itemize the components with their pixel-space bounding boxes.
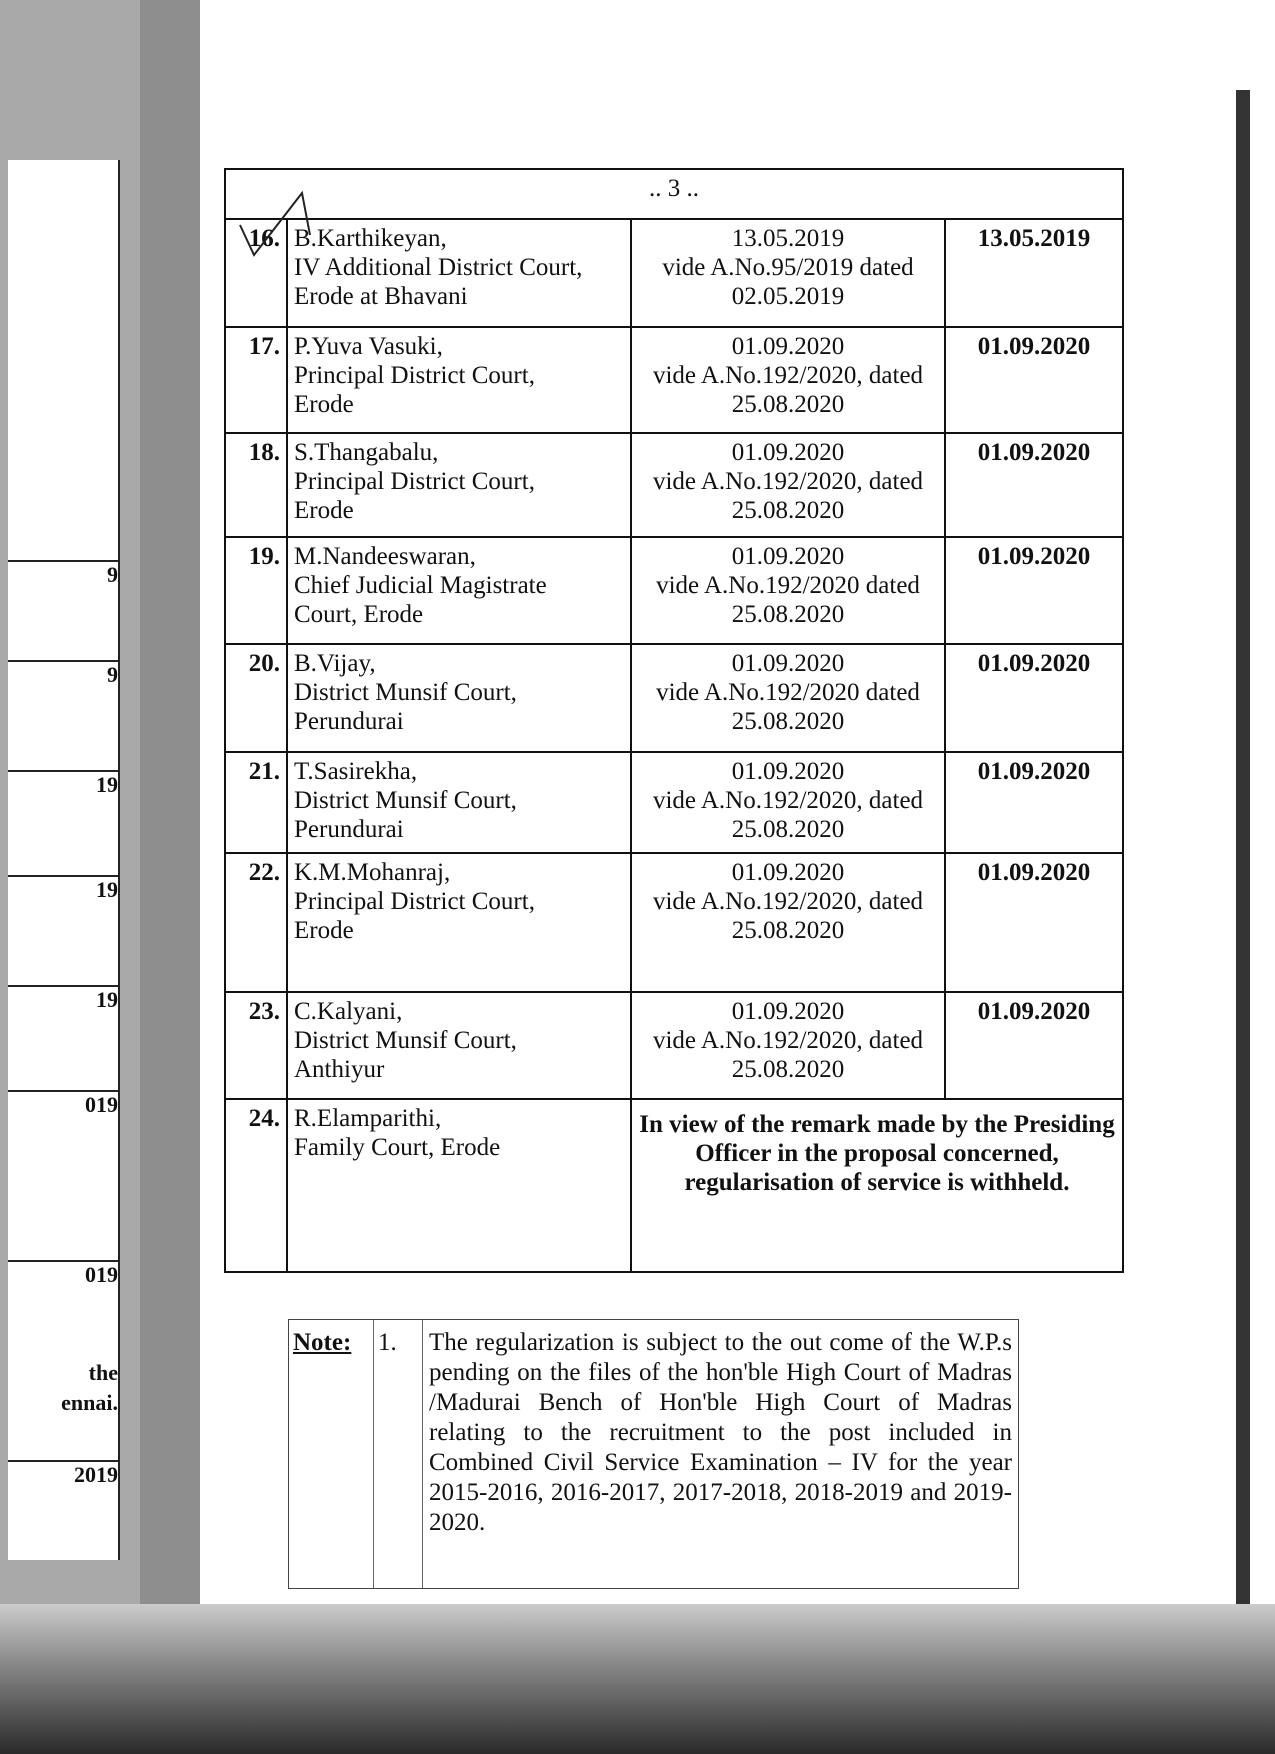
scan-edge-right xyxy=(1236,90,1250,1650)
effective-date: 01.09.2020 xyxy=(945,853,1123,992)
order-cell xyxy=(631,219,945,327)
order-reference: vide A.No.95/2019 dated xyxy=(662,254,914,281)
employee-name: C.Kalyani, xyxy=(294,998,403,1025)
serial-number: 21. xyxy=(225,752,287,853)
from-date: 01.09.2020 xyxy=(731,439,845,466)
order-date: 02.05.2019 xyxy=(731,283,845,310)
serial-number: 16. xyxy=(225,219,287,327)
court-place: Court, Erode xyxy=(294,601,424,628)
effective-date: 01.09.2020 xyxy=(945,644,1123,752)
court-place: Erode xyxy=(294,391,354,418)
checkmark-icon xyxy=(232,185,322,265)
note-text: The regularization is subject to the out come of the W.P.s pending on the files of the hon'ble High Court of Madras /Madurai Bench of Hon'ble High Court of Madras relating to the recruitment to the post included in Combined Civil Service Examination – IV for the year 2015-2016, 2016-2017, 2017-2018, 2018-2019 and 2019-2020. xyxy=(429,1329,1012,1536)
order-date: 25.08.2020 xyxy=(731,816,845,843)
effective-date: 01.09.2020 xyxy=(945,327,1123,433)
serial-number: 20. xyxy=(225,644,287,752)
serial-number: 23. xyxy=(225,992,287,1099)
fragment: 9 xyxy=(8,660,118,688)
court-name: Chief Judicial Magistrate xyxy=(294,572,547,599)
employee-name: R.Elamparithi, xyxy=(294,1105,442,1132)
employee-cell xyxy=(287,853,631,992)
employee-cell xyxy=(287,992,631,1099)
from-date: 01.09.2020 xyxy=(731,859,845,886)
employee-name: M.Nandeeswaran, xyxy=(294,543,476,570)
from-date: 01.09.2020 xyxy=(731,758,845,785)
order-cell xyxy=(631,853,945,992)
order-reference: vide A.No.192/2020, dated xyxy=(652,787,924,814)
fragment: 9 xyxy=(8,560,118,588)
employee-name: T.Sasirekha, xyxy=(294,758,418,785)
table-row xyxy=(225,644,1123,752)
note-box xyxy=(288,1319,1019,1589)
serial-number: 24. xyxy=(225,1099,287,1272)
order-cell xyxy=(631,433,945,537)
order-reference: vide A.No.192/2020, dated xyxy=(652,468,924,495)
order-cell xyxy=(631,327,945,433)
previous-page-fragment xyxy=(8,160,120,1560)
employee-cell xyxy=(287,537,631,644)
from-date: 01.09.2020 xyxy=(731,333,845,360)
note-label: Note: xyxy=(289,1320,374,1588)
table-row xyxy=(225,433,1123,537)
serial-number: 18. xyxy=(225,433,287,537)
order-date: 25.08.2020 xyxy=(731,708,845,735)
table-row xyxy=(225,537,1123,644)
table-row xyxy=(225,752,1123,853)
employee-name: P.Yuva Vasuki, xyxy=(294,333,443,360)
court-place: Erode xyxy=(294,917,354,944)
employee-cell xyxy=(287,752,631,853)
order-reference: vide A.No.192/2020, dated xyxy=(652,888,924,915)
from-date: 01.09.2020 xyxy=(731,998,845,1025)
table-row xyxy=(225,992,1123,1099)
court-name: District Munsif Court, xyxy=(294,1027,517,1054)
employee-cell xyxy=(287,327,631,433)
court-name: District Munsif Court, xyxy=(294,787,517,814)
serial-number: 19. xyxy=(225,537,287,644)
from-date: 01.09.2020 xyxy=(731,650,845,677)
fragment: 019 xyxy=(8,1260,118,1288)
effective-date: 01.09.2020 xyxy=(945,752,1123,853)
employee-cell xyxy=(287,219,631,327)
fragment: 19 xyxy=(8,985,118,1013)
order-date: 25.08.2020 xyxy=(731,391,845,418)
employee-name: S.Thangabalu, xyxy=(294,439,439,466)
order-reference: vide A.No.192/2020 dated xyxy=(656,572,920,599)
fragment: 19 xyxy=(8,875,118,903)
employee-cell xyxy=(287,1099,631,1272)
court-place: Erode at Bhavani xyxy=(294,283,468,310)
court-name: Principal District Court, xyxy=(294,362,535,389)
from-date: 01.09.2020 xyxy=(731,543,845,570)
court-place: Erode xyxy=(294,497,354,524)
table-row xyxy=(225,853,1123,992)
court-place: Anthiyur xyxy=(294,1056,385,1083)
employee-name: B.Karthikeyan, xyxy=(294,225,447,252)
table-row xyxy=(225,327,1123,433)
effective-date: 01.09.2020 xyxy=(945,433,1123,537)
employee-name: K.M.Mohanraj, xyxy=(294,859,451,886)
scan-shadow-bottom xyxy=(0,1604,1275,1754)
order-date: 25.08.2020 xyxy=(731,1056,845,1083)
serial-number: 22. xyxy=(225,853,287,992)
order-cell xyxy=(631,992,945,1099)
effective-date: 01.09.2020 xyxy=(945,992,1123,1099)
fragment: 2019 xyxy=(8,1460,118,1488)
order-cell xyxy=(631,752,945,853)
table-row xyxy=(225,1099,1123,1272)
order-reference: vide A.No.192/2020, dated xyxy=(652,362,924,389)
page-marker: .. 3 .. xyxy=(225,169,1123,219)
fragment: the xyxy=(88,1360,118,1385)
employee-cell xyxy=(287,433,631,537)
court-name: Principal District Court, xyxy=(294,888,535,915)
regularisation-table xyxy=(224,168,1124,1273)
order-cell xyxy=(631,644,945,752)
court-name: Family Court, Erode xyxy=(294,1134,501,1161)
serial-number: 17. xyxy=(225,327,287,433)
employee-name: B.Vijay, xyxy=(294,650,376,677)
fragment: 019 xyxy=(8,1090,118,1118)
court-name: Principal District Court, xyxy=(294,468,535,495)
order-reference: vide A.No.192/2020, dated xyxy=(652,1027,924,1054)
court-place: Perundurai xyxy=(294,816,404,843)
order-date: 25.08.2020 xyxy=(731,917,845,944)
order-reference: vide A.No.192/2020 dated xyxy=(656,679,920,706)
employee-cell xyxy=(287,644,631,752)
court-name: District Munsif Court, xyxy=(294,679,517,706)
fragment: 19 xyxy=(8,770,118,798)
fragment: ennai. xyxy=(61,1390,118,1415)
effective-date: 01.09.2020 xyxy=(945,537,1123,644)
table-row xyxy=(225,219,1123,327)
note-number: 1. xyxy=(374,1320,423,1588)
order-cell xyxy=(631,537,945,644)
from-date: 13.05.2019 xyxy=(731,225,845,252)
court-place: Perundurai xyxy=(294,708,404,735)
scan-shadow-fold xyxy=(140,0,200,1754)
order-date: 25.08.2020 xyxy=(731,497,845,524)
court-name: IV Additional District Court, xyxy=(294,254,583,281)
effective-date: 13.05.2019 xyxy=(945,219,1123,327)
remark: In view of the remark made by the Presiding Officer in the proposal concerned, regularisation of service is withheld. xyxy=(631,1099,1123,1272)
order-date: 25.08.2020 xyxy=(731,601,845,628)
